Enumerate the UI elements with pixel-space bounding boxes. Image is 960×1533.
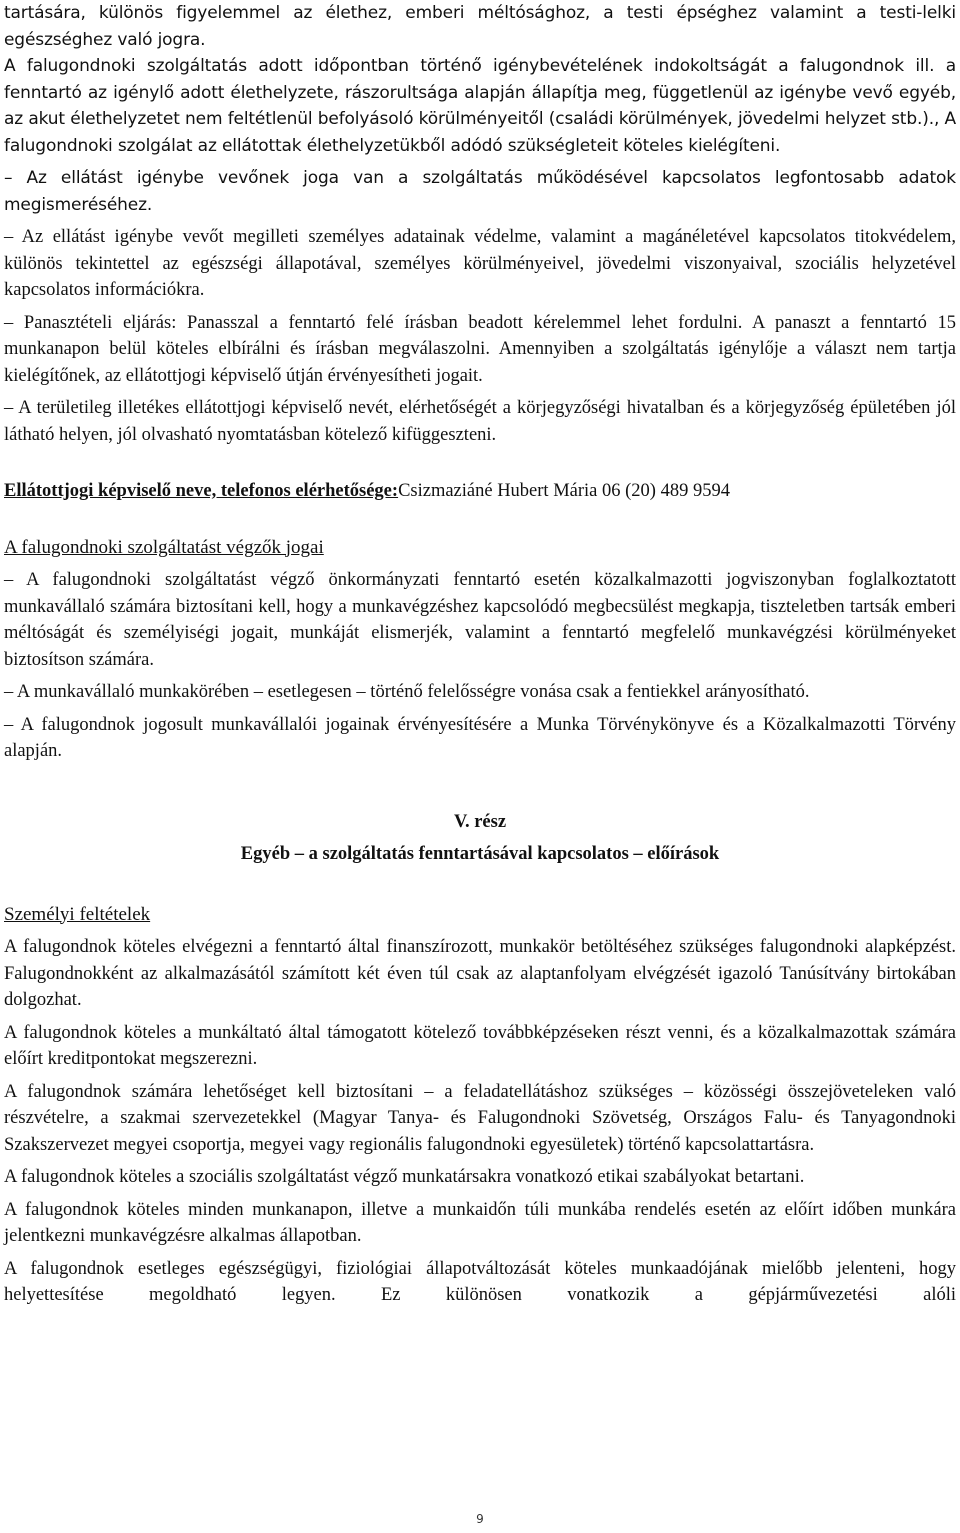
paragraph-entitlement: A falugondnoki szolgáltatás adott időpontban történő igénybevételének indokoltságát a falugondnok ill. a fenntartó az igénylő adott élethelyzete, rászorultsága alapján állapítja meg, függetlenül az igénybe vevő egyéb, az akut élethelyzetet nem feltétlenül befolyásoló körülményeitől (családi körülmények, jövedelmi helyzet stb.)., A falugondnoki szolgálat az ellátottak élethelyzetükből adódó szükségleteit köteles kielégíteni. — [4, 56, 956, 156]
rights-item: – A falugondnok jogosult munkavállalói jogainak érvényesítésére a Munka Törvénykönyve és a Közalkalmazotti Törvény alapján. — [4, 714, 956, 761]
rights-item: – A munkavállaló munkakörében – esetlegesen – történő felelősségre vonása csak a fentiekkel arányosítható. — [4, 682, 810, 702]
contact-label: Ellátottjogi képviselő neve, telefonos elérhetősége: — [4, 481, 399, 501]
personal-heading: Személyi feltételek — [4, 903, 151, 925]
rights-heading: A falugondnoki szolgáltatást végzők jogai — [4, 536, 324, 558]
paragraph-intro: tartására, különös figyelemmel az élethez, emberi méltósághoz, a testi épséghez valamint a testi-lelki egészséghez való jogra. — [4, 3, 956, 50]
document-page — [4, 0, 956, 1309]
page-number: 9 — [476, 1512, 484, 1526]
personal-item: A falugondnok köteles a munkáltató által támogatott kötelező továbbképzéseken részt venni, és a közalkalmazottak számára előírt kreditpontokat megszerezni. — [4, 1022, 956, 1069]
personal-item: A falugondnok köteles elvégezni a fenntartó által finanszírozott, munkakör betöltéséhez szükséges falugondnoki alapképzést. Falugondnokként az alkalmazásától számított két éven túl csak az alaptanfolyam elvégzését igazoló Tanúsítvány birtokában dolgozhat. — [4, 937, 956, 1010]
contact-line — [4, 478, 956, 505]
personal-item: A falugondnok számára lehetőséget kell biztosítani – a feladatellátáshoz szükséges – közösségi összejöveteleken való részvételre, a szakmai szervezetekkel (Magyar Tanya- és Falugondnoki Szövetség, Országos Falu- és Tanyagondnoki Szakszervezet megyei csoportja, megyei vagy regionális falugondnoki egyesületek) történő kapcsolattartásra. — [4, 1081, 956, 1155]
part-title: Egyéb – a szolgáltatás fenntartásával kapcsolatos – előírások — [240, 844, 720, 864]
personal-item: A falugondnok köteles a szociális szolgáltatást végző munkatársakra vonatkozó etikai szabályokat betartani. — [4, 1167, 805, 1187]
paragraph-data-protection: – Az ellátást igénybe vevőt megilleti személyes adatainak védelme, valamint a magánéletével kapcsolatos titokvédelem, különös tekintettel az egészségi állapotával, személyes körülményeivel, jövedelmi viszonyaival, szociális helyzetével kapcsolatos információkra. — [4, 227, 956, 300]
contact-value: Csizmaziáné Hubert Mária 06 (20) 489 9594 — [398, 481, 730, 501]
paragraph-representative: – A területileg illetékes ellátottjogi képviselő nevét, elérhetőségét a körjegyzőségi hivatalban és a körjegyzőség épületében jól látható helyen, jól olvasható nyomtatásban kötelező kifüggeszteni. — [4, 398, 956, 445]
personal-item: A falugondnok esetleges egészségügyi, fiziológiai állapotváltozását köteles munkaadójának mielőbb jelenteni, hogy helyettesítése megoldható legyen. Ez különösen vonatkozik a gépjárművezetési alóli — [4, 1258, 956, 1305]
paragraph-complaint: – Panasztételi eljárás: Panasszal a fenntartó felé írásban beadott kérelemmel lehet fordulni. A panaszt a fenntartó 15 munkanapon belül köteles elbírálni és írásban megválaszolni. Amennyiben a szolgáltatás igénylője a választ nem tartja kielégítőnek, az ellátottjogi képviselő útján érvényesítheti jogait. — [4, 312, 956, 386]
part-number: V. rész — [453, 811, 507, 832]
rights-item: – A falugondnoki szolgáltatást végző önkormányzati fenntartó esetén közalkalmazotti jogviszonyban foglalkoztatott munkavállaló számára biztosítani kell, hogy a munkavégzéshez kapcsolódó megbecsülést megkapja, tiszteletben tartsák emberi méltóságát és személyiségi jogait, munkáját elismerjék, valamint a fenntartó megfelelő munkavégzési körülményeket biztosítson számára. — [4, 570, 956, 670]
personal-item: A falugondnok köteles minden munkanapon, illetve a munkaidőn túli munkába rendelés esetén az előírt időben munkára jelentkezni munkavégzésre alkalmas állapotban. — [4, 1199, 956, 1246]
paragraph-info-right: – Az ellátást igénybe vevőnek joga van a szolgáltatás működésével kapcsolatos legfontosabb adatok megismeréséhez. — [4, 168, 956, 215]
